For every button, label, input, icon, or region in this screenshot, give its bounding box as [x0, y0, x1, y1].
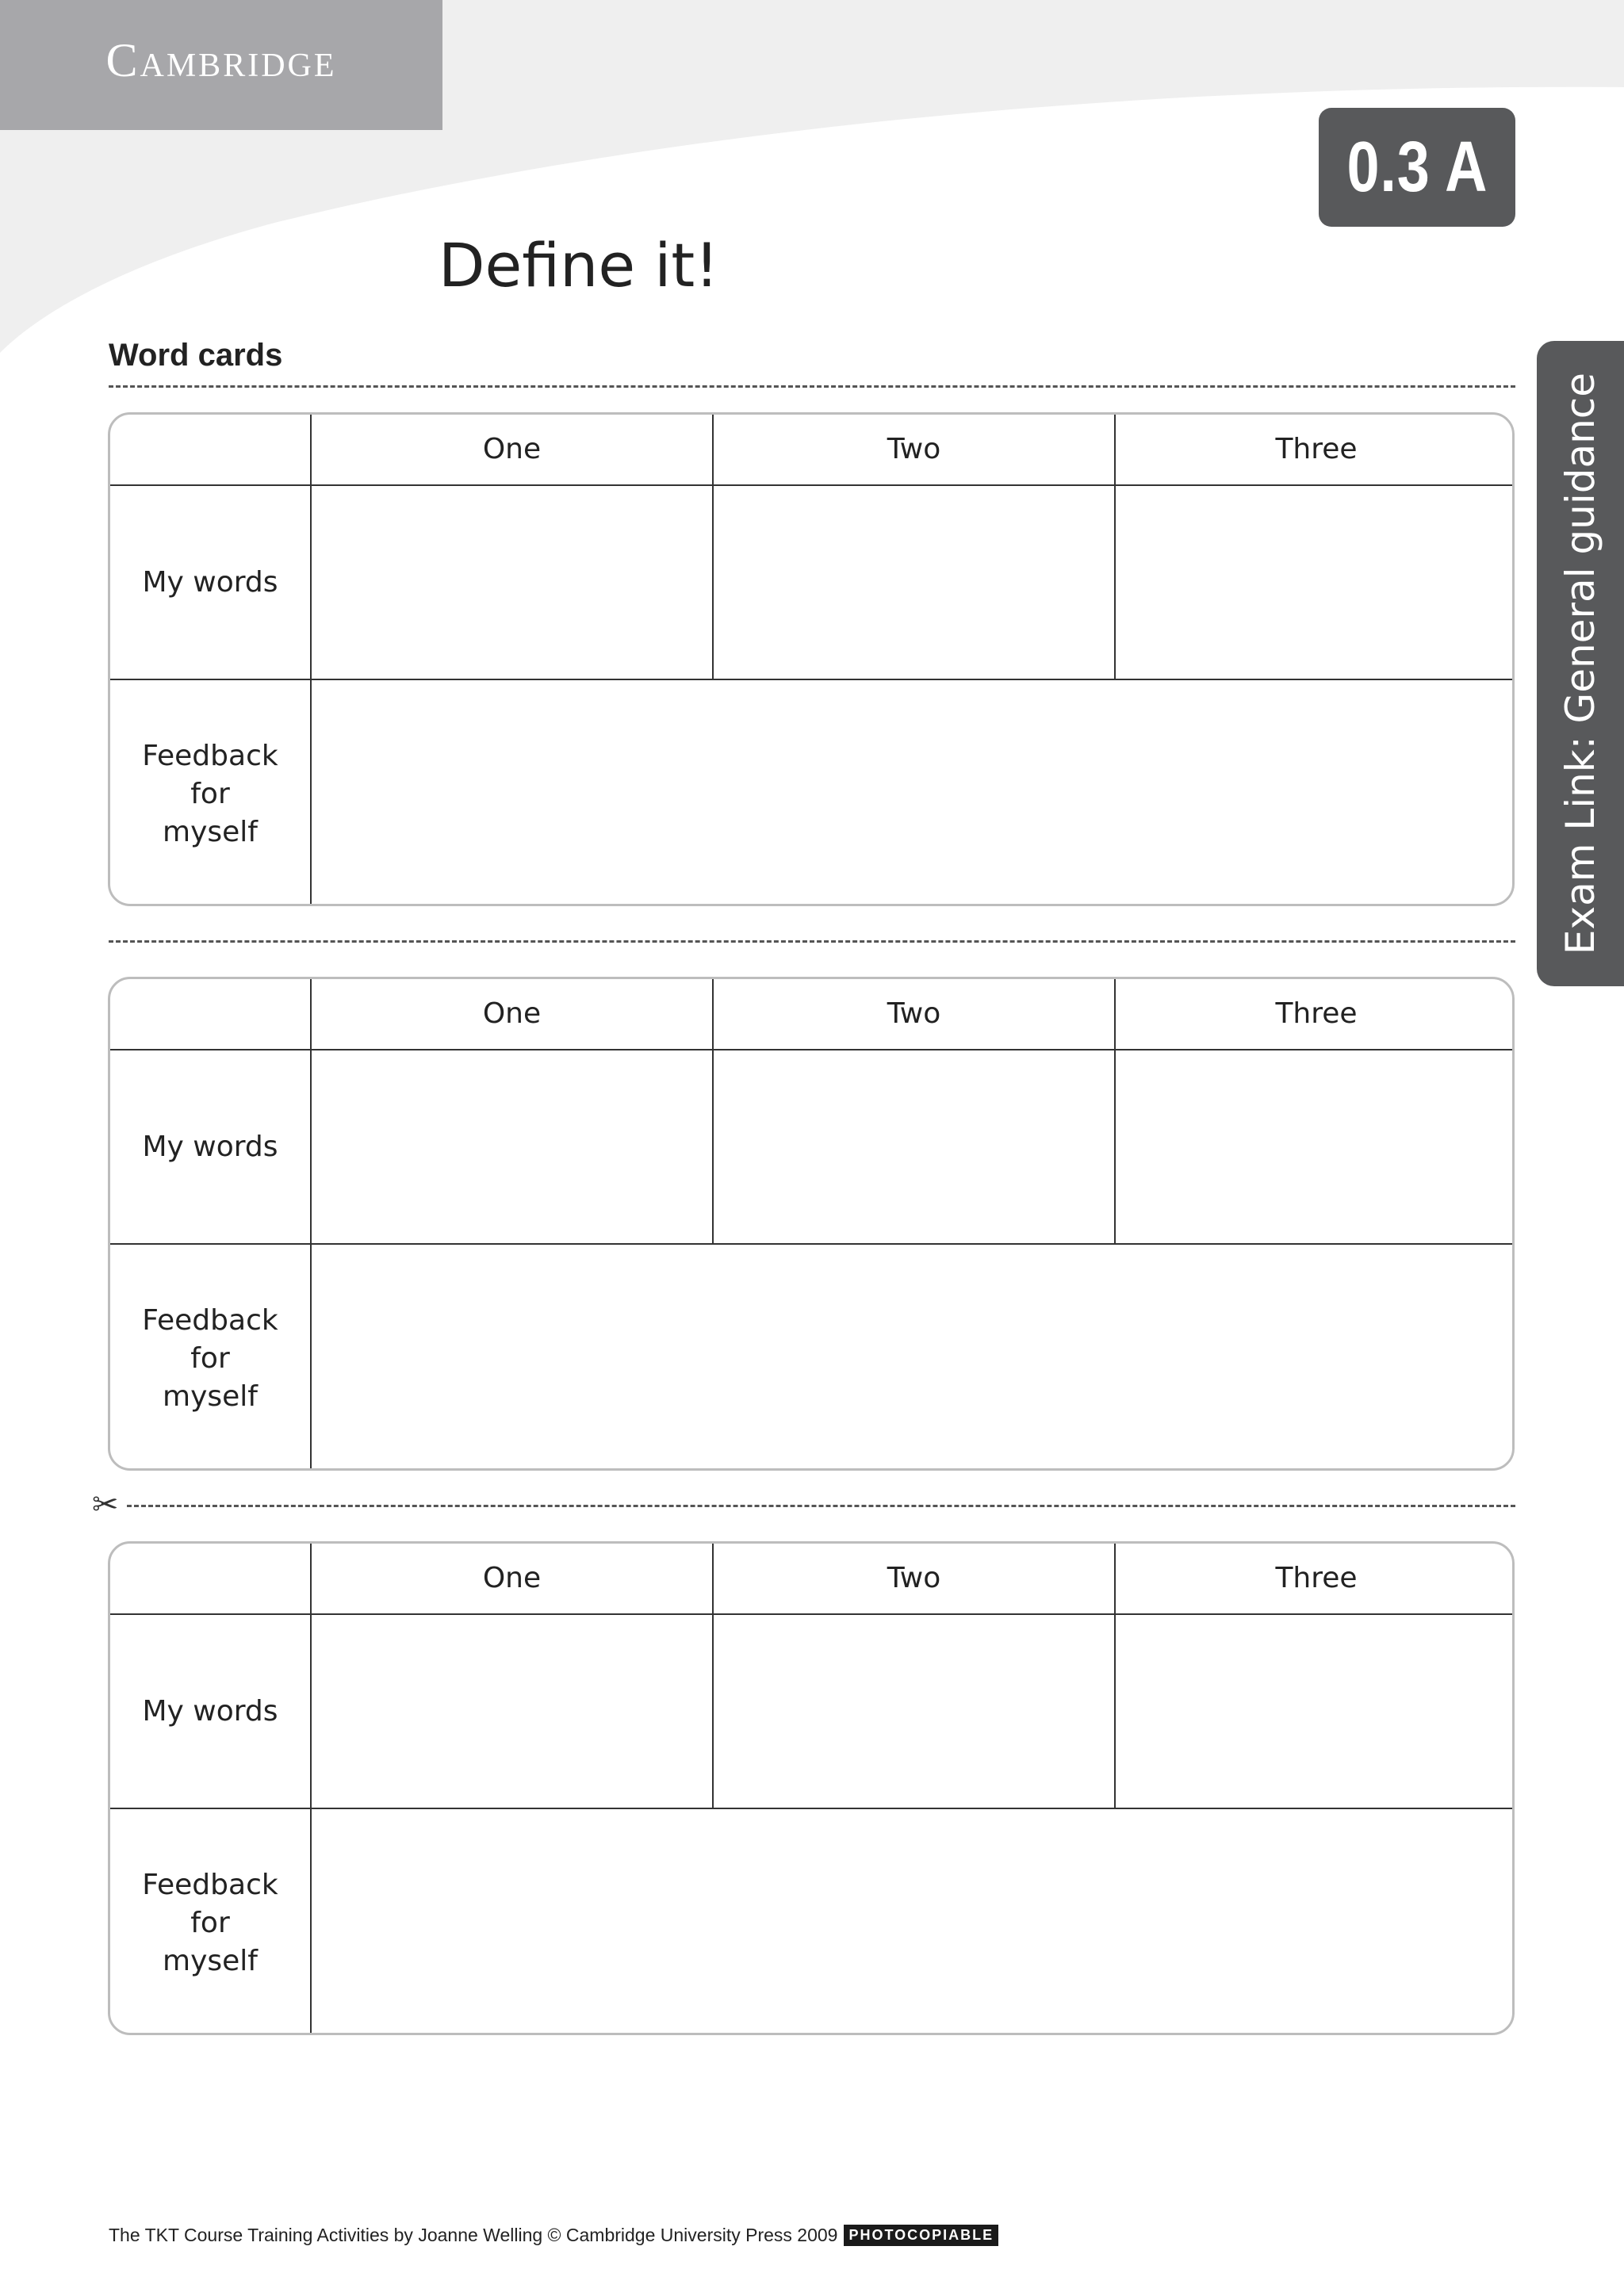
- feedback-label-line: for: [190, 1342, 230, 1375]
- word-cell-two: [714, 486, 1114, 679]
- copyright-text: The TKT Course Training Activities by Joanne Welling © Cambridge University Press 2009: [109, 2225, 838, 2245]
- feedback-label-line: myself: [163, 1380, 258, 1413]
- feedback-label-line: Feedback: [142, 1869, 278, 1901]
- exam-link-tab: [1537, 341, 1624, 986]
- row-label-my-words: My words: [142, 1694, 278, 1728]
- column-header-one: One: [482, 433, 542, 465]
- footer: [109, 2225, 998, 2246]
- row-label-my-words: My words: [142, 565, 278, 599]
- exam-link-label: Exam Link: General guidance: [1557, 372, 1603, 955]
- section-heading: Word cards: [109, 338, 283, 373]
- column-header-two: Two: [887, 433, 941, 465]
- dashed-divider: [109, 385, 1515, 388]
- row-label-feedback: [110, 1245, 310, 1471]
- feedback-label-line: for: [190, 1907, 230, 1939]
- word-cell-one: [312, 486, 712, 679]
- word-card: [108, 412, 1515, 906]
- feedback-label-line: Feedback: [142, 1304, 278, 1337]
- scissors-icon: ✂: [92, 1487, 119, 1523]
- word-cell-three: [1116, 486, 1515, 679]
- column-header-two: Two: [887, 1562, 941, 1594]
- activity-number-badge: [1319, 108, 1515, 227]
- word-card: [108, 977, 1515, 1471]
- row-label-feedback: [110, 680, 310, 906]
- page-title: Define it!: [439, 230, 719, 300]
- word-cell-one: [312, 1050, 712, 1243]
- feedback-label-line: Feedback: [142, 740, 278, 772]
- cut-line: [127, 1505, 1515, 1507]
- brand-name: Cambridge: [105, 33, 337, 86]
- word-cell-one: [312, 1615, 712, 1808]
- row-label-my-words: My words: [142, 1130, 278, 1163]
- column-header-one: One: [482, 997, 542, 1030]
- activity-number: 0.3 A: [1346, 127, 1488, 207]
- feedback-label-line: myself: [163, 1945, 258, 1977]
- word-cell-three: [1116, 1615, 1515, 1808]
- word-cell-two: [714, 1615, 1114, 1808]
- column-header-three: Three: [1275, 1562, 1358, 1594]
- photocopiable-tag: PHOTOCOPIABLE: [844, 2225, 998, 2246]
- column-header-three: Three: [1275, 997, 1358, 1030]
- feedback-label-line: for: [190, 778, 230, 810]
- row-label-feedback: [110, 1809, 310, 2035]
- feedback-cell: [312, 1809, 1515, 2035]
- word-cell-two: [714, 1050, 1114, 1243]
- brand-logo: [0, 0, 442, 130]
- feedback-cell: [312, 1245, 1515, 1471]
- word-card: [108, 1541, 1515, 2035]
- column-header-two: Two: [887, 997, 941, 1030]
- word-cell-three: [1116, 1050, 1515, 1243]
- dashed-divider: [109, 940, 1515, 943]
- column-header-one: One: [482, 1562, 542, 1594]
- column-header-three: Three: [1275, 433, 1358, 465]
- feedback-label-line: myself: [163, 816, 258, 848]
- feedback-cell: [312, 680, 1515, 906]
